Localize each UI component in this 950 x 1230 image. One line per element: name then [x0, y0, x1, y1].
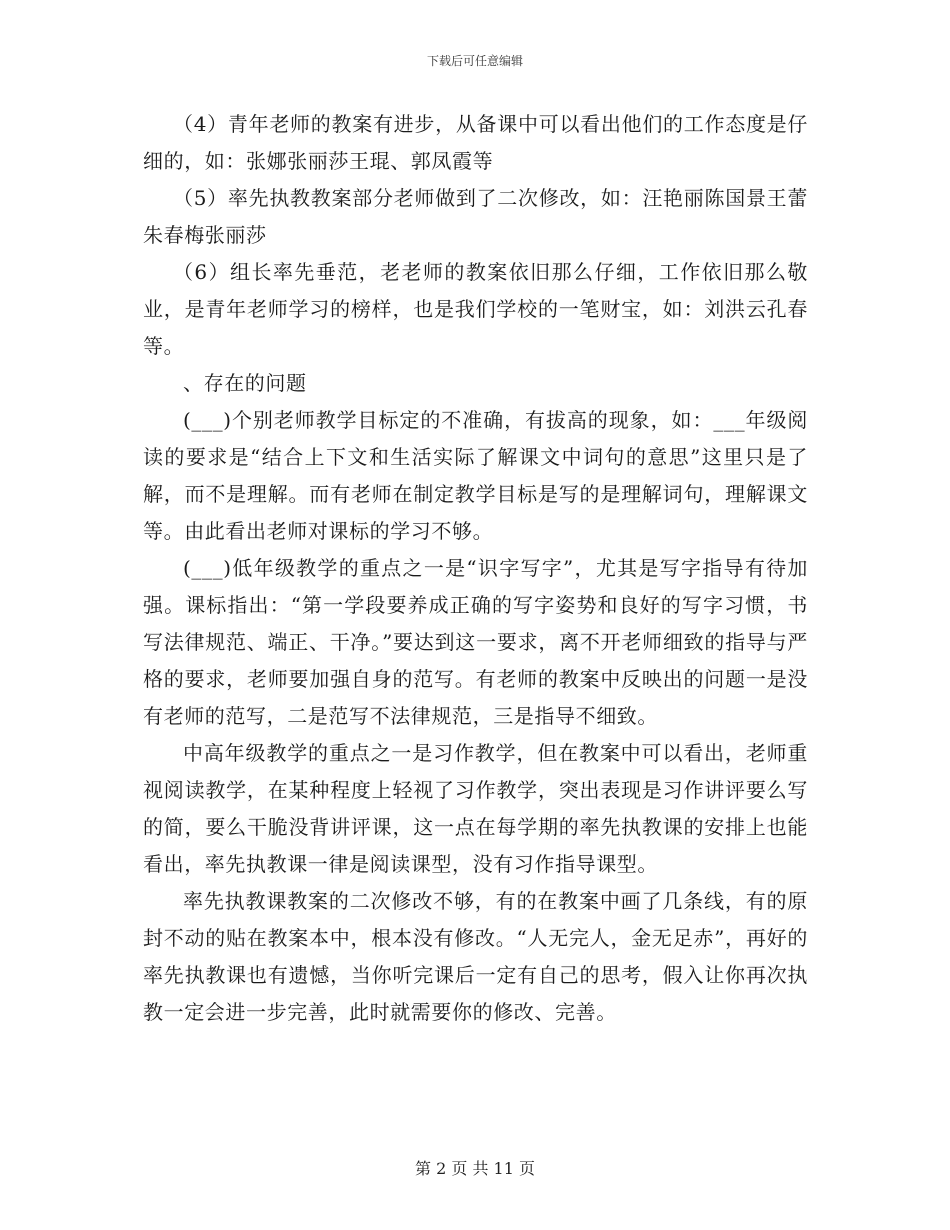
paragraph-item-5: （5）率先执教教案部分老师做到了二次修改，如：汪艳丽陈国景王蕾朱春梅张丽莎 — [143, 186, 808, 247]
paragraph-item-4: （4）青年老师的教案有进步，从备课中可以看出他们的工作态度是仔细的，如：张娜张丽莎王琨、郭凤霞等 — [143, 112, 808, 173]
paragraph-item-6: （6）组长率先垂范，老老师的教案依旧那么仔细，工作依旧那么敬业，是青年老师学习的榜样，也是我们学校的一笔财宝，如：刘洪云孔春等。 — [143, 260, 808, 358]
paragraph-lesson-revision: 率先执教课教案的二次修改不够，有的在教案中画了几条线，有的原封不动的贴在教案本中，根本没有修改。“人无完人，金无足赤”，再好的率先执教课也有遗憾，当你听完课后一定有自己的思考，假入让你再次执教一定会进一步完善，此时就需要你的修改、完善。 — [143, 889, 808, 1024]
problem-item-2: (___)低年级教学的重点之一是“识字写字”，尤其是写字指导有待加强。课标指出：“第一学段要养成正确的写字姿势和良好的写字习惯，书写法律规范、端正、干净。”要达到这一要求，离不开老师细致的指导与严格的要求，老师要加强自身的范写。有老师的教案中反映出的问题一是没有老师的范写，二是范写不法律规范，三是指导不细致。 — [143, 556, 808, 728]
page-header: 下载后可任意编辑 — [426, 54, 523, 68]
document-body — [143, 106, 808, 1031]
paragraph-writing-teaching: 中高年级教学的重点之一是习作教学，但在教案中可以看出，老师重视阅读教学，在某种程度上轻视了习作教学，突出表现是习作讲评要么写的简，要么干脆没背讲评课，这一点在每学期的率先执教课的安排上也能看出，率先执教课一律是阅读课型，没有习作指导课型。 — [143, 741, 808, 876]
problem-item-1: (___)个别老师教学目标定的不准确，有拔高的现象，如：___年级阅读的要求是“结合上下文和生活实际了解课文中词句的意思”这里只是了解，而不是理解。而有老师在制定教学目标是写的是理解词句，理解课文等。由此看出老师对课标的学习不够。 — [143, 408, 808, 543]
page-number: 第 2 页 共 11 页 — [415, 1159, 535, 1178]
section-heading: 、存在的问题 — [183, 371, 307, 395]
